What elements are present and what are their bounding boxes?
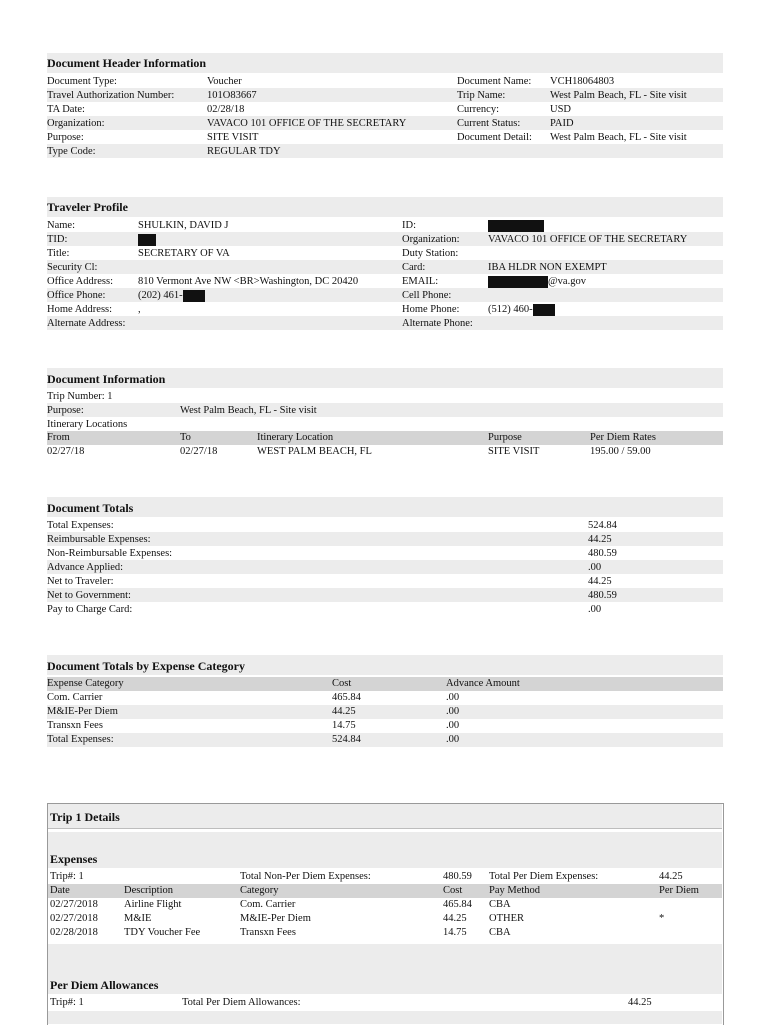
value-organization: VAVACO 101 OFFICE OF THE SECRETARY: [207, 118, 407, 129]
bycat-header-band: [47, 677, 723, 691]
redaction-office-phone: [183, 290, 205, 302]
value-advance-applied: .00: [588, 562, 602, 573]
value-office-address: 810 Vermont Ave NW <BR>Washington, DC 20420: [138, 276, 359, 287]
label-advance-applied: Advance Applied:: [47, 562, 124, 573]
redaction-id: [488, 219, 544, 233]
bycat-cell-advance: .00: [446, 734, 460, 745]
expenses-title: Expenses: [50, 852, 98, 866]
value-total-non-per-diem: 480.59: [443, 871, 472, 882]
col-advance-amount: Advance Amount: [446, 678, 520, 689]
redaction-home-phone: [533, 304, 555, 316]
traveler-row-stripe: [47, 260, 723, 274]
totals-row-stripe: [47, 588, 723, 602]
expense-cell-cost: 465.84: [443, 899, 472, 910]
value-name: SHULKIN, DAVID J: [138, 220, 229, 231]
label-type-code: Type Code:: [47, 146, 96, 157]
label-organization: Organization:: [47, 118, 105, 129]
bycat-row-stripe: [47, 733, 723, 747]
label-ta-number: Travel Authorization Number:: [47, 90, 175, 101]
label-document-detail: Document Detail:: [457, 132, 532, 143]
traveler-section-title: Traveler Profile: [47, 200, 128, 214]
col-pay-method: Pay Method: [489, 885, 541, 896]
value-current-status: PAID: [550, 118, 574, 129]
totals-row-stripe: [47, 560, 723, 574]
bycat-cell-category: Total Expenses:: [47, 734, 114, 745]
label-traveler-organization: Organization:: [402, 234, 460, 245]
value-document-type: Voucher: [207, 76, 242, 87]
col-cost: Cost: [332, 678, 352, 689]
label-alternate-phone: Alternate Phone:: [402, 318, 473, 329]
expense-cell-cost: 14.75: [443, 927, 467, 938]
trip-details-title: Trip 1 Details: [50, 810, 120, 824]
itinerary-cell-rates: 195.00 / 59.00: [590, 446, 651, 457]
value-document-name: VCH18064803: [550, 76, 615, 87]
bycat-cell-cost: 465.84: [332, 692, 361, 703]
col-per-diem: Per Diem: [659, 885, 699, 896]
value-type-code: REGULAR TDY: [207, 146, 281, 157]
bycat-section-title: Document Totals by Expense Category: [47, 659, 246, 673]
bycat-row-stripe: [47, 705, 723, 719]
expense-cell-category: Com. Carrier: [240, 899, 296, 910]
value-card: IBA HLDR NON EXEMPT: [488, 262, 607, 273]
label-card: Card:: [402, 262, 426, 273]
label-docinfo-purpose: Purpose:: [47, 405, 84, 416]
expense-cell-date: 02/27/2018: [50, 899, 98, 910]
bycat-cell-advance: .00: [446, 706, 460, 717]
label-duty-station: Duty Station:: [402, 248, 459, 259]
label-total-per-diem: Total Per Diem Expenses:: [489, 871, 599, 882]
value-traveler-organization: VAVACO 101 OFFICE OF THE SECRETARY: [488, 234, 688, 245]
label-alternate-address: Alternate Address:: [47, 318, 126, 329]
col-from: From: [47, 432, 70, 443]
itinerary-cell-location: WEST PALM BEACH, FL: [257, 446, 372, 457]
label-ta-date: TA Date:: [47, 104, 85, 115]
expenses-trip-label: Trip#: 1: [50, 871, 84, 882]
value-ta-number: 101O83667: [207, 90, 257, 101]
value-net-to-government: 480.59: [588, 590, 617, 601]
expense-cell-description: M&IE: [124, 913, 152, 924]
label-net-to-traveler: Net to Traveler:: [47, 576, 114, 587]
label-title: Title:: [47, 248, 70, 259]
totals-section-band: [47, 497, 723, 517]
itinerary-cell-purpose: SITE VISIT: [488, 446, 540, 457]
col-expense-cost: Cost: [443, 885, 463, 896]
expense-cell-description: TDY Voucher Fee: [124, 927, 201, 938]
value-office-phone: (202) 461-: [138, 289, 205, 303]
bycat-cell-cost: 14.75: [332, 720, 356, 731]
allowances-trip-label: Trip#: 1: [50, 997, 84, 1008]
label-office-phone: Office Phone:: [47, 290, 106, 301]
value-total-per-diem: 44.25: [659, 871, 683, 882]
itinerary-cell-to: 02/27/18: [180, 446, 218, 457]
expense-cell-per-diem: *: [659, 913, 665, 924]
expense-cell-date: 02/28/2018: [50, 927, 98, 938]
trip-details-band: [48, 804, 722, 828]
header-section-title: Document Header Information: [47, 56, 207, 70]
value-document-detail: West Palm Beach, FL - Site visit: [550, 132, 687, 143]
col-itinerary-location: Itinerary Location: [257, 432, 334, 443]
expense-cell-category: Transxn Fees: [240, 927, 296, 938]
value-total-expenses: 524.84: [588, 520, 617, 531]
col-date: Date: [50, 885, 70, 896]
label-home-address: Home Address:: [47, 304, 113, 315]
expense-cell-pay-method: CBA: [489, 927, 511, 938]
bycat-cell-advance: .00: [446, 692, 460, 703]
label-non-reimbursable: Non-Reimbursable Expenses:: [47, 548, 173, 559]
col-purpose: Purpose: [488, 432, 522, 443]
label-cell-phone: Cell Phone:: [402, 290, 452, 301]
itinerary-cell-from: 02/27/18: [47, 446, 85, 457]
label-name: Name:: [47, 220, 75, 231]
label-current-status: Current Status:: [457, 118, 521, 129]
label-tid: TID:: [47, 234, 68, 245]
expense-cell-pay-method: CBA: [489, 899, 511, 910]
redaction-tid: [138, 233, 156, 247]
redaction-email: [488, 276, 548, 288]
traveler-section-band: [47, 197, 723, 217]
value-non-reimbursable: 480.59: [588, 548, 617, 559]
bycat-cell-category: Com. Carrier: [47, 692, 103, 703]
bycat-cell-cost: 524.84: [332, 734, 361, 745]
expense-cell-date: 02/27/2018: [50, 913, 98, 924]
col-to: To: [180, 432, 191, 443]
label-pay-to-charge-card: Pay to Charge Card:: [47, 604, 133, 615]
label-office-address: Office Address:: [47, 276, 113, 287]
expense-cell-category: M&IE-Per Diem: [240, 913, 311, 924]
label-reimbursable: Reimbursable Expenses:: [47, 534, 151, 545]
itinerary-locations-label: Itinerary Locations: [47, 419, 128, 430]
traveler-row-stripe: [47, 316, 723, 330]
value-home-phone: (512) 460-: [488, 303, 555, 317]
value-currency: USD: [550, 104, 572, 115]
value-net-to-traveler: 44.25: [588, 576, 612, 587]
allowances-title: Per Diem Allowances: [50, 978, 159, 992]
expenses-band: [48, 832, 722, 868]
label-home-phone: Home Phone:: [402, 304, 460, 315]
value-purpose: SITE VISIT: [207, 132, 259, 143]
value-trip-name: West Palm Beach, FL - Site visit: [550, 90, 687, 101]
label-purpose: Purpose:: [47, 132, 84, 143]
bycat-cell-advance: .00: [446, 720, 460, 731]
trip-number: Trip Number: 1: [47, 391, 113, 402]
value-home-address: ,: [138, 304, 141, 315]
divider: [48, 828, 722, 829]
label-total-per-diem-allowances: Total Per Diem Allowances:: [182, 997, 301, 1008]
label-document-type: Document Type:: [47, 76, 117, 87]
value-total-per-diem-allowances: 44.25: [628, 997, 652, 1008]
totals-section-title: Document Totals: [47, 501, 134, 515]
col-description: Description: [124, 885, 173, 896]
label-trip-name: Trip Name:: [457, 90, 506, 101]
label-id: ID:: [402, 220, 416, 231]
label-currency: Currency:: [457, 104, 499, 115]
value-pay-to-charge-card: .00: [588, 604, 602, 615]
label-net-to-government: Net to Government:: [47, 590, 131, 601]
expense-cell-cost: 44.25: [443, 913, 467, 924]
bycat-cell-cost: 44.25: [332, 706, 356, 717]
value-email: @va.gov: [488, 275, 586, 289]
expense-cell-description: Airline Flight: [124, 899, 182, 910]
bycat-cell-category: M&IE-Per Diem: [47, 706, 118, 717]
value-reimbursable: 44.25: [588, 534, 612, 545]
docinfo-row-stripe: [47, 403, 723, 417]
value-title: SECRETARY OF VA: [138, 248, 230, 259]
col-per-diem-rates: Per Diem Rates: [590, 432, 656, 443]
label-security-cl: Security Cl:: [47, 262, 98, 273]
value-docinfo-purpose: West Palm Beach, FL - Site visit: [180, 405, 317, 416]
header-row-stripe: [47, 144, 723, 158]
col-expense-category: Expense Category: [47, 678, 124, 689]
label-email: EMAIL:: [402, 276, 439, 287]
col-category: Category: [240, 885, 279, 896]
docinfo-section-title: Document Information: [47, 372, 166, 386]
label-total-non-per-diem: Total Non-Per Diem Expenses:: [240, 871, 371, 882]
label-total-expenses: Total Expenses:: [47, 520, 114, 531]
expense-cell-pay-method: OTHER: [489, 913, 524, 924]
value-ta-date: 02/28/18: [207, 104, 245, 115]
bycat-cell-category: Transxn Fees: [47, 720, 103, 731]
allowances-row-stripe: [48, 1011, 722, 1024]
label-document-name: Document Name:: [457, 76, 532, 87]
